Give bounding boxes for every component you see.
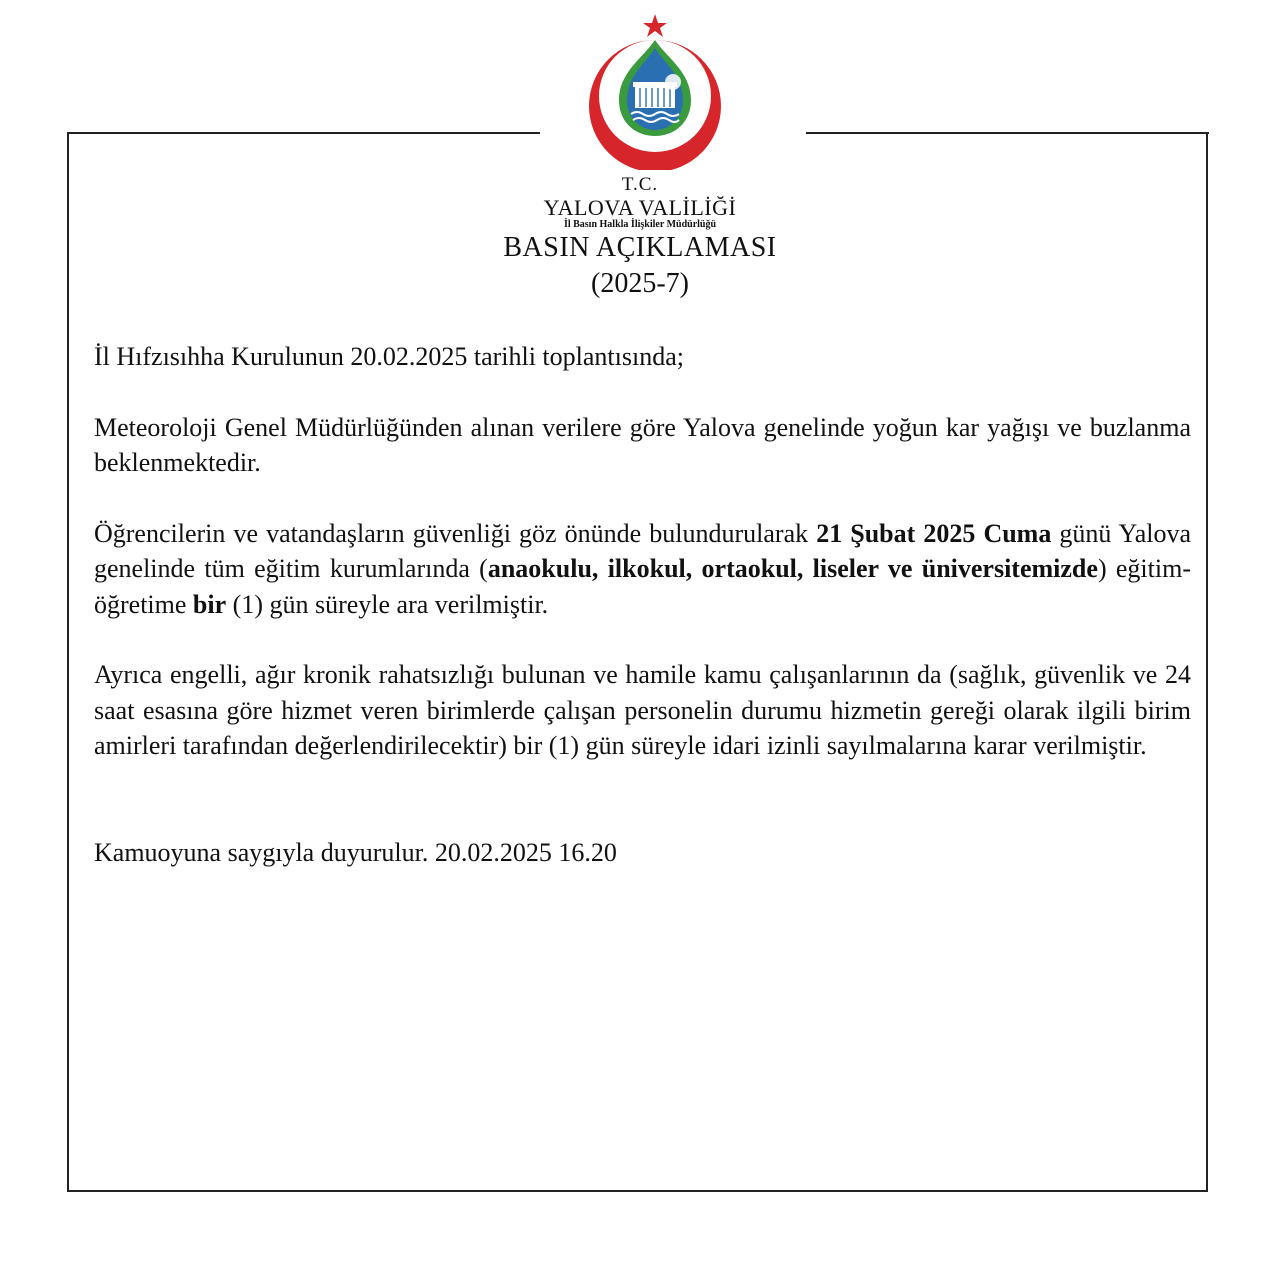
header-tc: T.C. [621,174,659,195]
paragraph-school-closure [94,516,1191,623]
paragraph-administrative-leave: Ayrıca engelli, ağır kronik rahatsızlığı bulunan ve hamile kamu çalışanlarının da (sağlık, güvenlik ve 24 saat esasına göre hizmet veren birimlerde çalışan personelin durumu hizmetin gereği olarak ilgili birim amirleri tarafından değerlendirilecektir) bir (1) gün süreyle idari izinli sayılmalarına karar verilmiştir. [94,660,1191,760]
closure-text-a: Öğrencilerin ve vatandaşların güvenliği göz önünde bulundurularak [94,518,817,548]
yalova-valiligi-emblem-icon [585,10,725,170]
header-mudurluk: İl Basın Halkla İlişkiler Müdürlüğü [563,219,717,230]
paragraph-intro: İl Hıfzısıhha Kurulunun 20.02.2025 tarihli toplantısında; [94,342,684,371]
closure-institutions: anaokulu, ilkokul, ortaokul, liseler ve üniversitemizde [487,554,1098,583]
announcement-body [94,339,1191,870]
paragraph-weather: Meteoroloji Genel Müdürlüğünden alınan verilere göre Yalova genelinde yoğun kar yağışı ve buzlanma beklenmektedir. [94,412,1191,477]
closure-text-c: günü Yalova genelinde tüm eğitim kurumlarında ( [94,518,1192,583]
closure-text-e: ) eğitim-öğretime [94,554,1191,619]
closure-date: 21 Şubat 2025 Cuma [816,518,1052,548]
announcement-number: (2025-7) [591,268,689,299]
closure-text-g: (1) gün süreyle ara verilmiştir. [226,589,549,619]
header-valilik: YALOVA VALİLİĞİ [543,195,737,220]
closure-duration: bir [192,589,227,619]
page-title: BASIN AÇIKLAMASI [503,232,777,263]
paragraph-closing: Kamuoyuna saygıyla duyurulur. 20.02.2025 16.20 [94,837,617,867]
